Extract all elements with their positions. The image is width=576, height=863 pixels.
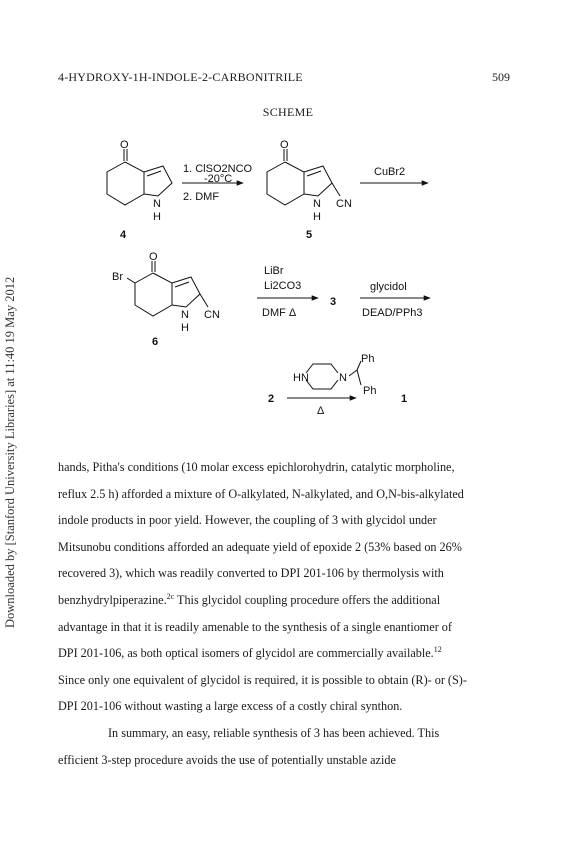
atom-nitrogen: N [339,372,347,384]
atom-hydrogen: H [181,322,189,334]
reaction-arrow-4 [360,281,430,319]
nitrile-group: CN [204,309,220,321]
phenyl-group-2: Ph [363,385,377,397]
atom-nitrogen: N [181,309,189,321]
step2-reagent: CuBr2 [374,166,406,178]
text-line: benzhydrylpiperazine. [58,592,167,607]
reaction-arrow-2 [360,166,428,183]
compound-5-label: 5 [306,229,313,241]
atom-oxygen: O [149,251,158,263]
atom-hydrogen: H [313,211,321,223]
text-line: hands, Pitha's conditions (10 molar excess epichlorohydrin, catalytic morpholine, [58,460,455,474]
phenyl-group-1: Ph [361,353,375,365]
text-line: reflux 2.5 h) afforded a mixture of O-alkylated, N-alkylated, and O,N-bis-alkylated [58,486,464,501]
atom-oxygen: O [280,139,289,151]
benzhydrylpiperazine-structure [293,353,376,397]
step1-reagent-1: 1. ClSO2NCO [183,163,253,175]
reaction-arrow-3 [257,265,318,319]
atom-nitrogen: N [153,198,161,210]
text-line: DPI 201-106, as both optical isomers of glycidol are commercially available. [58,646,434,661]
step4-reagent-1: glycidol [370,281,407,293]
atom-oxygen: O [120,139,129,151]
text-line: indole products in poor yield. However, the coupling of 3 with glycidol under [58,513,437,528]
compound-4-label: 4 [120,229,127,241]
text-line: efficient 3-step procedure avoids the use of potentially unstable azide [58,752,396,767]
text-line: advantage in that it is readily amenable to the synthesis of a single enantiomer of [58,619,452,634]
paragraph-2 [58,720,518,773]
step5-heat: Δ [317,405,325,417]
page-number: 509 [492,70,510,84]
download-note: Downloaded by [Stanford University Libraries] at 11:40 19 May 2012 [3,276,17,628]
atom-nh-piperazine: HN [293,372,309,384]
compound-1-label: 1 [401,393,408,405]
citation-12: 12 [433,645,442,655]
compound-3-label: 3 [330,296,337,308]
step3-reagent-1: LiBr [264,265,284,277]
running-title: 4-HYDROXY-1H-INDOLE-2-CARBONITRILE [58,70,303,84]
text-line: DPI 201-106 without wasting a large excess of a costly chiral synthon. [58,699,403,714]
atom-hydrogen: H [153,211,161,223]
reaction-arrow-1 [182,163,253,203]
text-line: Mitsunobu conditions afforded an adequate yield of epoxide 2 (53% based on 26% [58,539,462,554]
body-text [58,454,518,773]
reaction-arrow-5 [287,398,356,417]
text-line: This glycidol coupling procedure offers the additional [174,592,441,607]
text-line: In summary, an easy, reliable synthesis of 3 has been achieved. This [108,725,440,740]
step4-reagent-2: DEAD/PPh3 [362,307,423,319]
step3-conditions: DMF Δ [262,307,297,319]
compound-2-label: 2 [268,393,275,405]
atom-bromine: Br [112,271,123,283]
compound-5-structure [267,139,352,241]
nitrile-group: CN [336,198,352,210]
step1-temperature: -20°C [204,173,233,185]
text-line: recovered 3), which was readily converted to DPI 201-106 by thermolysis with [58,566,444,581]
step1-reagent-2: 2. DMF [183,191,220,203]
paragraph-1 [58,454,518,720]
compound-6-structure [112,251,220,348]
atom-nitrogen: N [313,198,321,210]
step3-reagent-2: Li2CO3 [264,280,302,292]
citation-2c: 2c [166,591,175,601]
scheme-title: SCHEME [262,105,314,119]
compound-6-label: 6 [152,336,159,348]
compound-4-structure [107,139,172,241]
text-line: Since only one equivalent of glycidol is required, it is possible to obtain (R)- or (S)- [58,672,467,687]
